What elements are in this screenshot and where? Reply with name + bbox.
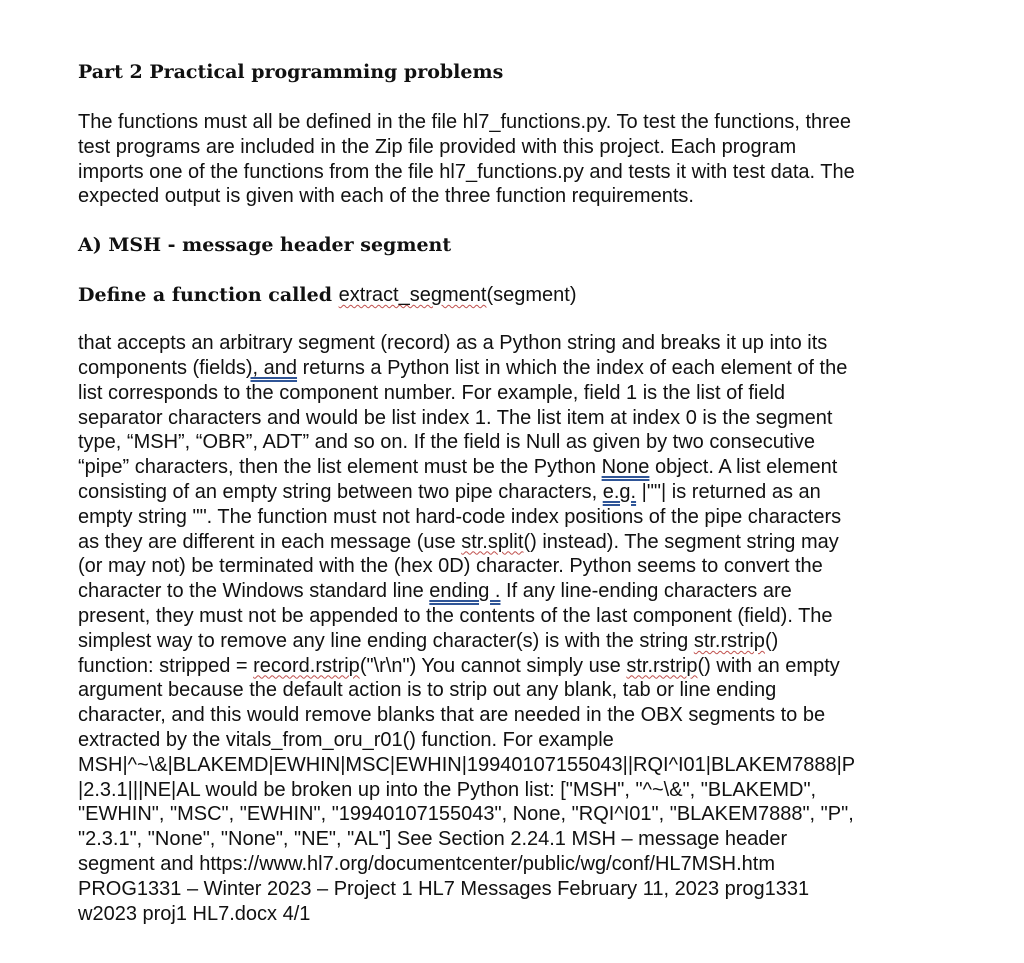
spelling-mark: str.split [461, 530, 524, 553]
body-line: extracted by the vitals_from_oru_r01() function. For example [78, 728, 614, 751]
intro-line: expected output is given with each of the three function requirements. [78, 185, 694, 208]
body-line: PROG1331 – Winter 2023 – Project 1 HL7 Messages February 11, 2023 prog1331 [78, 877, 810, 900]
body-line: MSH|^~\&|BLAKEMD|EWHIN|MSC|EWHIN|19940107155043||RQI^I01|BLAKEM7888|P [78, 753, 856, 776]
intro-paragraph [78, 110, 938, 209]
intro-line: imports one of the functions from the file hl7_functions.py and tests it with test data. The [78, 160, 855, 183]
function-signature: (segment) [486, 284, 577, 307]
body-line: w2023 proj1 HL7.docx 4/1 [78, 902, 311, 925]
body-line: that accepts an arbitrary segment (record) as a Python string and breaks it up into its [78, 332, 828, 355]
function-definition [78, 281, 938, 309]
intro-line: test programs are included in the Zip file provided with this project. Each program [78, 135, 797, 158]
page-title: Part 2 Practical programming problems [78, 61, 504, 83]
grammar-mark: ), and [245, 356, 298, 379]
body-line: separator characters and would be list index 1. The list item at index 0 is the segment [78, 406, 833, 429]
body-line: consisting of an empty string between two pipe characters, e.g. |""| is returned as an [78, 480, 821, 503]
body-line: function: stripped = record.rstrip("\r\n") You cannot simply use str.rstrip() with an empty [78, 654, 840, 677]
body-line: (or may not) be terminated with the (hex 0D) character. Python seems to convert the [78, 555, 823, 578]
body-line: present, they must not be appended to the contents of the last component (field). The [78, 604, 833, 627]
spelling-mark: str.rstrip [626, 654, 698, 677]
body-paragraph [78, 331, 938, 926]
body-line: empty string "". The function must not hard-code index positions of the pipe characters [78, 505, 842, 528]
body-line: "EWHIN", "MSC", "EWHIN", "19940107155043", None, "RQI^I01", "BLAKEM7888", "P", [78, 803, 854, 826]
grammar-mark: ending . [429, 580, 501, 603]
body-line: as they are different in each message (use str.split() instead). The segment string may [78, 530, 839, 553]
body-line: segment and https://www.hl7.org/documentcenter/public/wg/conf/HL7MSH.htm [78, 852, 776, 875]
grammar-mark: None [601, 456, 650, 479]
definition-prefix: Define a function called [78, 284, 339, 307]
body-line: simplest way to remove any line ending character(s) is with the string str.rstrip() [78, 629, 779, 652]
body-line: argument because the default action is to strip out any blank, tab or line ending [78, 679, 777, 702]
document-page [78, 58, 938, 926]
spelling-mark: str.rstrip [693, 629, 765, 652]
body-line: “pipe” characters, then the list element must be the Python None object. A list element [78, 456, 838, 479]
body-line: type, “MSH”, “OBR”, ADT” and so on. If the field is Null as given by two consecutive [78, 431, 815, 454]
body-line: |2.3.1|||NE|AL would be broken up into the Python list: ["MSH", "^~\&", "BLAKEMD", [78, 778, 817, 801]
grammar-mark: e.g. [602, 480, 637, 503]
intro-line: The functions must all be defined in the file hl7_functions.py. To test the functions, three [78, 111, 852, 133]
body-line: "2.3.1", "None", "None", "NE", "AL"] See Section 2.24.1 MSH – message header [78, 828, 788, 851]
body-line: character to the Windows standard line ending . If any line-ending characters are [78, 580, 792, 603]
spelling-mark: record.rstrip [253, 654, 360, 677]
function-name: extract_segment [338, 284, 487, 307]
body-line: list corresponds to the component number. For example, field 1 is the list of field [78, 381, 786, 404]
body-line: character, and this would remove blanks that are needed in the OBX segments to be [78, 704, 826, 727]
section-heading: A) MSH - message header segment [78, 234, 452, 257]
body-line: components (fields), and returns a Python list in which the index of each element of the [78, 356, 848, 379]
